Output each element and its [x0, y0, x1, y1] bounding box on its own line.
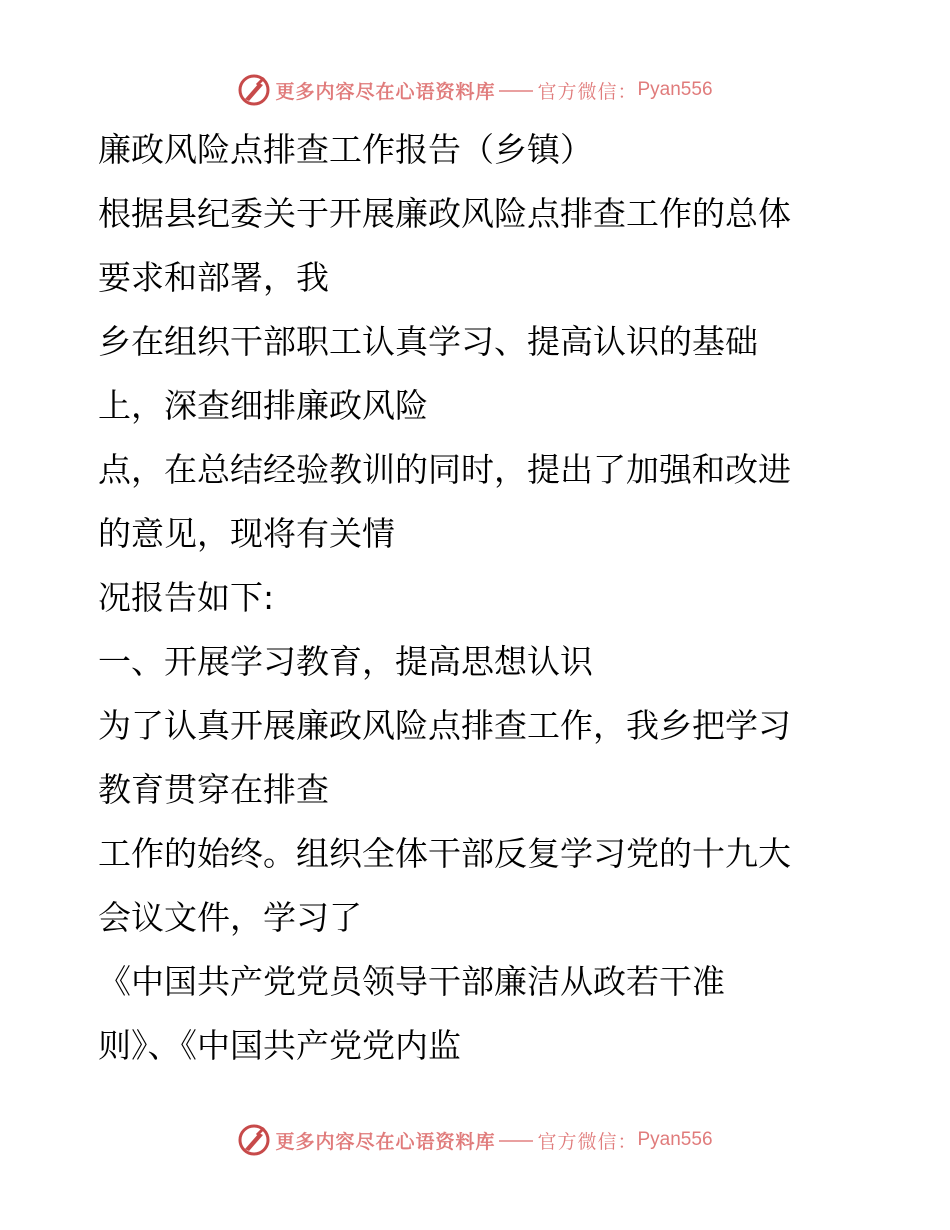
doc-line: 则》、《中国共产党党内监 — [98, 1026, 461, 1065]
doc-line: 工作的始终。组织全体干部反复学习党的十九大 — [98, 834, 791, 873]
banner-wechat-label: 官方微信： — [537, 80, 638, 103]
doc-line: 教育贯穿在排查 — [98, 770, 329, 809]
banner-wechat-id: Pyan556 — [637, 1129, 713, 1150]
doc-line: 上，深查细排廉政风险 — [98, 386, 428, 425]
quill-logo-icon — [237, 73, 271, 107]
doc-line: 况报告如下: — [98, 578, 275, 617]
quill-logo-icon — [237, 1123, 271, 1157]
doc-line: 会议文件，学习了 — [98, 898, 362, 937]
doc-line: 《中国共产党党员领导干部廉洁从政若干准 — [98, 962, 725, 1001]
doc-line: 要求和部署，我 — [98, 258, 329, 297]
doc-line: 点，在总结经验教训的同时，提出了加强和改进 — [98, 450, 791, 489]
document-body — [98, 118, 838, 1078]
doc-section-heading: 一、开展学习教育，提高思想认识 — [98, 642, 593, 681]
doc-line: 根据县纪委关于开展廉政风险点排查工作的总体 — [98, 194, 791, 233]
banner-dash — [499, 1140, 533, 1142]
header-watermark-banner — [0, 70, 950, 110]
banner-brand-text: 更多内容尽在心语资料库 — [275, 1130, 496, 1153]
doc-title: 廉政风险点排查工作报告（乡镇） — [98, 130, 593, 169]
banner-wechat-label: 官方微信： — [537, 1130, 638, 1153]
banner-dash — [499, 90, 533, 92]
footer-watermark-banner — [0, 1120, 950, 1160]
banner-brand-text: 更多内容尽在心语资料库 — [275, 80, 496, 103]
doc-line: 的意见，现将有关情 — [98, 514, 395, 553]
banner-wechat-id: Pyan556 — [637, 79, 713, 100]
doc-line: 乡在组织干部职工认真学习、提高认识的基础 — [98, 322, 758, 361]
doc-line: 为了认真开展廉政风险点排查工作，我乡把学习 — [98, 706, 791, 745]
